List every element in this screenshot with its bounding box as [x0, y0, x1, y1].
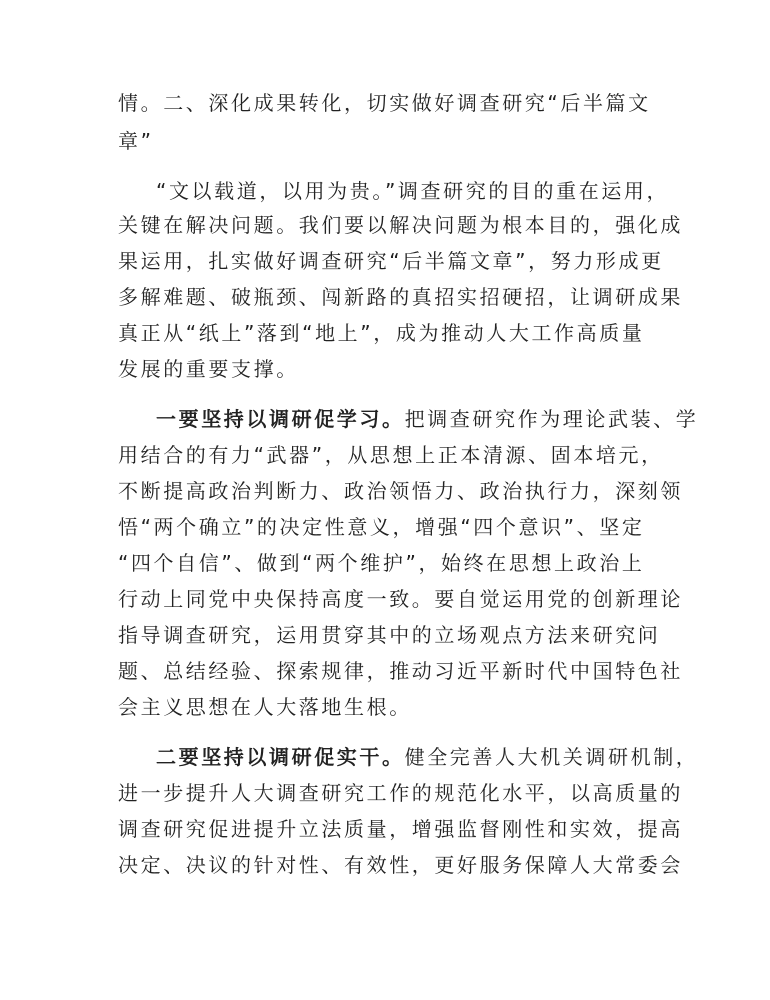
paragraph2-line-1 [156, 405, 698, 433]
paragraph1-line-5: 真正从“纸上”落到“地上”，成为推动人大工作高质量 [118, 321, 645, 345]
paragraph3-lead: 二要坚持以调研促实干。 [156, 745, 405, 769]
paragraph2-line-4: 悟“两个确立”的决定性意义，增强“四个意识”、坚定 [118, 515, 645, 539]
paragraph2-line-7: 指导调查研究，运用贯穿其中的立场观点方法来研究问 [118, 623, 661, 647]
paragraph2-line-2: 用结合的有力“武器”，从思想上正本清源、固本培元， [118, 443, 664, 467]
section-heading-line-1: 情。二、深化成果转化，切实做好调查研究“后半篇文 [118, 91, 651, 115]
paragraph3-line-1 [156, 743, 698, 771]
paragraph1-line-2: 关键在解决问题。我们要以解决问题为根本目的，强化成 [118, 213, 683, 237]
paragraph3-first-rest: 健全完善人大机关调研机制， [404, 745, 699, 769]
paragraph1-line-6: 发展的重要支撑。 [118, 357, 299, 381]
paragraph3-line-2: 进一步提升人大调查研究工作的规范化水平，以高质量的 [118, 781, 683, 805]
paragraph2-line-3: 不断提高政治判断力、政治领悟力、政治执行力，深刻领 [118, 479, 683, 503]
paragraph1-line-3: 果运用，扎实做好调查研究“后半篇文章”，努力形成更 [118, 249, 664, 273]
section-heading-line-2: 章” [118, 129, 154, 153]
paragraph2-first-rest: 把调查研究作为理论武装、学 [404, 407, 699, 431]
paragraph1-line-1: “文以载道，以用为贵。”调查研究的目的重在运用， [156, 179, 670, 203]
paragraph2-line-8: 题、总结经验、探索规律，推动习近平新时代中国特色社 [118, 659, 683, 683]
paragraph2-lead: 一要坚持以调研促学习。 [156, 407, 405, 431]
paragraph2-line-9: 会主义思想在人大落地生根。 [118, 695, 412, 719]
paragraph3-line-3: 调查研究促进提升立法质量，增强监督刚性和实效，提高 [118, 817, 683, 841]
paragraph2-line-5: “四个自信”、做到“两个维护”，始终在思想上政治上 [118, 551, 645, 575]
paragraph1-line-4: 多解难题、破瓶颈、闯新路的真招实招硬招，让调研成果 [118, 285, 683, 309]
paragraph3-line-4: 决定、决议的针对性、有效性，更好服务保障人大常委会 [118, 853, 683, 877]
paragraph2-line-6: 行动上同党中央保持高度一致。要自觉运用党的创新理论 [118, 587, 683, 611]
